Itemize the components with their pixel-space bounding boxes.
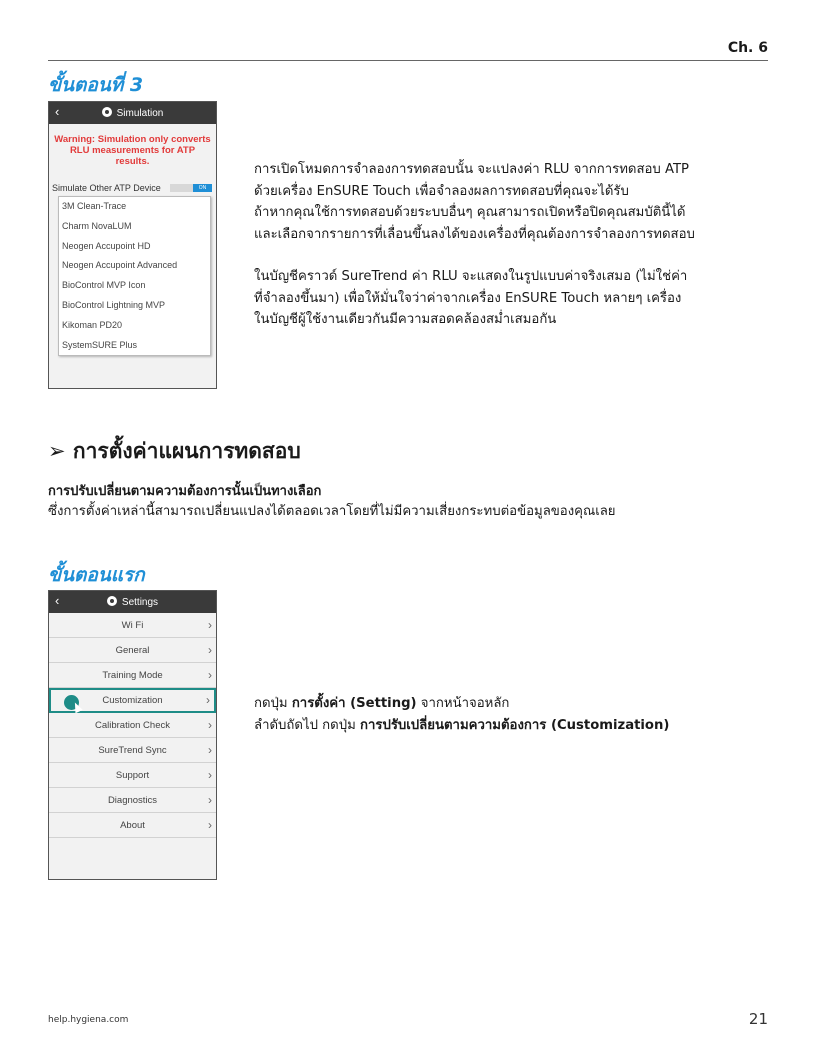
back-chevron-icon[interactable]: ‹: [55, 104, 60, 119]
settings-item-suretrend-sync[interactable]: [49, 738, 216, 763]
text-line: ในบัญชีผู้ใช้งานเดียวกันมีความสอดคล้องสม่ำเสมอกัน: [254, 312, 557, 327]
gear-icon: [102, 107, 112, 117]
instruction-line-1: [254, 693, 669, 715]
settings-item-general[interactable]: [49, 638, 216, 663]
page-number: 21: [748, 1010, 768, 1028]
device-option[interactable]: Kikoman PD20: [62, 319, 123, 330]
device-option[interactable]: Neogen Accupoint Advanced: [62, 260, 178, 271]
settings-item-about[interactable]: [49, 813, 216, 838]
phone-top-bar: [49, 102, 216, 124]
chevron-right-icon: ›: [206, 693, 210, 707]
chevron-right-icon: ›: [208, 818, 212, 832]
settings-screenshot: [48, 590, 217, 880]
section-heading: [48, 435, 301, 468]
simulation-screenshot: [48, 101, 217, 389]
settings-item-label: SureTrend Sync: [98, 745, 167, 756]
settings-item-label: About: [120, 820, 145, 831]
text-line: การเปิดโหมดการจำลองการทดสอบนั้น จะแปลงค่า RLU จากการทดสอบ ATP: [254, 162, 689, 177]
step-3-title: ขั้นตอนที่ 3: [48, 74, 144, 96]
chevron-right-icon: ›: [208, 743, 212, 757]
text-line: และเลือกจากรายการที่เลื่อนขึ้นลงได้ของเครื่องที่คุณต้องการจำลองการทดสอบ: [254, 226, 695, 242]
text-span: จากหน้าจอหลัก: [416, 696, 510, 711]
settings-item-label: Calibration Check: [95, 720, 170, 731]
settings-item-label: Wi Fi: [121, 620, 144, 631]
settings-item-label: General: [115, 645, 150, 656]
settings-item-customization[interactable]: [49, 688, 216, 713]
toggle-on-label: ON: [193, 184, 212, 192]
setting-button-ref: การตั้งค่า (Setting): [291, 696, 417, 711]
text-line: ด้วยเครื่อง EnSURE Touch เพื่อจำลองผลการทดสอบที่คุณจะได้รับ: [254, 183, 629, 199]
simulate-toggle-label: Simulate Other ATP Device: [52, 183, 161, 193]
step-1-instructions: [254, 693, 669, 736]
screen-title: Settings: [121, 597, 159, 608]
chevron-right-icon: ›: [208, 618, 212, 632]
device-option[interactable]: 3M Clean-Trace: [62, 201, 127, 211]
text-line: ที่จำลองขึ้นมา) เพื่อให้มั่นใจว่าค่าจากเครื่อง EnSURE Touch หลายๆ เครื่อง: [254, 290, 682, 306]
device-option[interactable]: Neogen Accupoint HD: [62, 240, 151, 251]
settings-item-label: Training Mode: [102, 670, 163, 681]
section-heading-text: การตั้งค่าแผนการทดสอบ: [72, 439, 301, 463]
step-1-title: ขั้นตอนแรก: [48, 564, 145, 586]
section-description: ซึ่งการตั้งค่าเหล่านี้สามารถเปลี่ยนแปลงได้ตลอดเวลาโดยที่ไม่มีความเสี่ยงกระทบต่อข้อมูลของคุณเลย: [48, 504, 616, 519]
warning-line-2: RLU measurements for ATP results.: [69, 145, 196, 167]
phone-top-bar: [49, 591, 216, 613]
gear-icon: [107, 596, 117, 606]
header-divider: [48, 60, 768, 61]
device-option[interactable]: BioControl MVP Icon: [62, 280, 146, 291]
settings-item-training-mode[interactable]: [49, 663, 216, 688]
text-span: ลำดับถัดไป กดปุ่ม: [254, 717, 360, 733]
settings-item-label: Support: [115, 770, 150, 781]
screen-title: Simulation: [116, 108, 164, 119]
text-span: กดปุ่ม: [254, 696, 292, 711]
arrow-bullet-icon: ➢: [48, 439, 66, 463]
simulate-toggle-row: [49, 180, 216, 196]
chevron-right-icon: ›: [208, 718, 212, 732]
settings-item-label: Diagnostics: [107, 795, 158, 806]
chevron-right-icon: ›: [208, 668, 212, 682]
cursor-pointer-icon: [71, 701, 82, 713]
warning-line-1: Warning: Simulation only converts: [54, 134, 211, 145]
step-3-paragraph-1: [254, 159, 695, 245]
text-line: ในบัญชีคราวด์ SureTrend ค่า RLU จะแสดงในรูปแบบค่าจริงเสมอ (ไม่ใช่ค่า: [254, 269, 688, 284]
device-dropdown-list: [58, 196, 211, 356]
device-option[interactable]: SystemSURE Plus: [62, 339, 138, 350]
chapter-label: Ch. 6: [727, 40, 768, 56]
settings-item-support[interactable]: [49, 763, 216, 788]
settings-item-calibration-check[interactable]: [49, 713, 216, 738]
text-line: ถ้าหากคุณใช้การทดสอบด้วยระบบอื่นๆ คุณสามารถเปิดหรือปิดคุณสมบัตินี้ได้: [254, 205, 686, 220]
section-subheading: การปรับเปลี่ยนตามความต้องการนั้นเป็นทางเลือก: [48, 484, 322, 499]
instruction-line-2: [254, 715, 669, 737]
chevron-right-icon: ›: [208, 793, 212, 807]
chevron-right-icon: ›: [208, 643, 212, 657]
simulation-warning: [49, 124, 216, 167]
step-3-paragraph-2: [254, 266, 687, 331]
chevron-right-icon: ›: [208, 768, 212, 782]
customization-button-ref: การปรับเปลี่ยนตามความต้องการ (Customization): [359, 717, 670, 733]
settings-item-wifi[interactable]: [49, 613, 216, 638]
settings-item-diagnostics[interactable]: [49, 788, 216, 813]
device-option[interactable]: Charm NovaLUM: [62, 220, 132, 231]
device-option[interactable]: BioControl Lightning MVP: [62, 299, 166, 310]
footer-url: help.hygiena.com: [48, 1015, 129, 1025]
settings-item-label: Customization: [102, 695, 163, 706]
simulate-toggle[interactable]: [170, 184, 212, 192]
back-chevron-icon[interactable]: ‹: [55, 593, 60, 608]
